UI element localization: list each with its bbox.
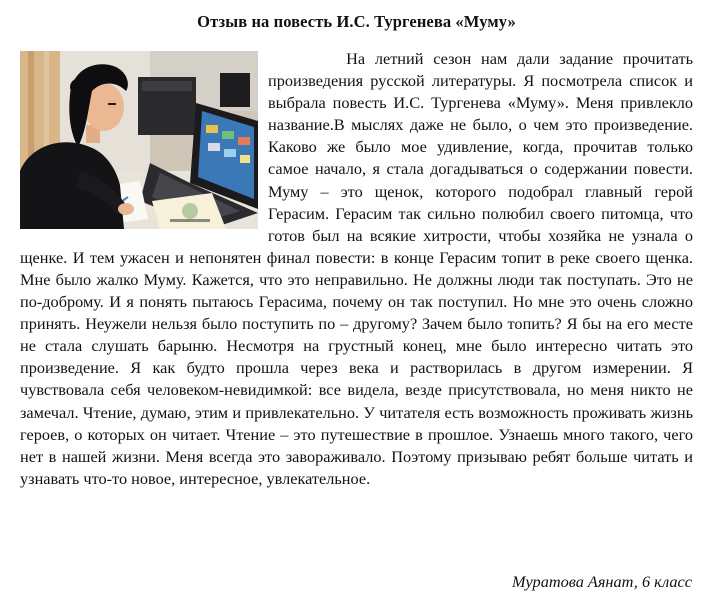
document-title: Отзыв на повесть И.С. Тургенева «Муму» — [197, 12, 516, 31]
review-body: На летний сезон нам дали задание прочитать произведения русской литературы. Я посмотрела список и выбрала повесть И.С. Тургенева «Муму». Меня привлекло название.В мыслях даже не было, о чем это произведение. Каково же было мое удивление, когда, прочитав только самое начало, я стала догадываться о содержании повести. Муму – это щенок, которого подобрал главный герой Герасим. Герасим так сильно полюбил своего питомца, что готов был на всякие хитрости, чтобы хозяйка не узнала о щенке. И тем ужасен и непонятен финал повести: в конце Герасим топит в реке своего щенка. Мне было жалко Муму. Кажется, что это неправильно. Не должны люди так поступать. Это не по-доброму. И я понять пытаюсь Герасима, почему он так поступил. Но мне это очень сложно принять. Неужели нельзя было поступить по – другому? Зачем было топить? Я бы на его месте не стала слушать барыню. Несмотря на грустный конец, мне было интересно читать это произведение. Я как будто прошла через века и растворилась в другом измерении. Я чувствовала себя человеком-невидимкой: все видела, везде присутствовала, но меня никто не замечал. Чтение, думаю, этим и привлекательно. У читателя есть возможность проживать жизнь героев, о которых он читает. Чтение – это путешествие в прошлое. Узнаешь много такого, чего нет в нашей жизни. Меня всегда это завораживало. Поэтому призываю ребят больше читать и узнавать что-то новое, интересное, увлекательное. — [20, 49, 693, 488]
author-signature: Муратова Аянат, 6 класс — [511, 572, 692, 591]
document-page — [20, 12, 693, 490]
photo-girl-at-laptop — [20, 51, 258, 229]
